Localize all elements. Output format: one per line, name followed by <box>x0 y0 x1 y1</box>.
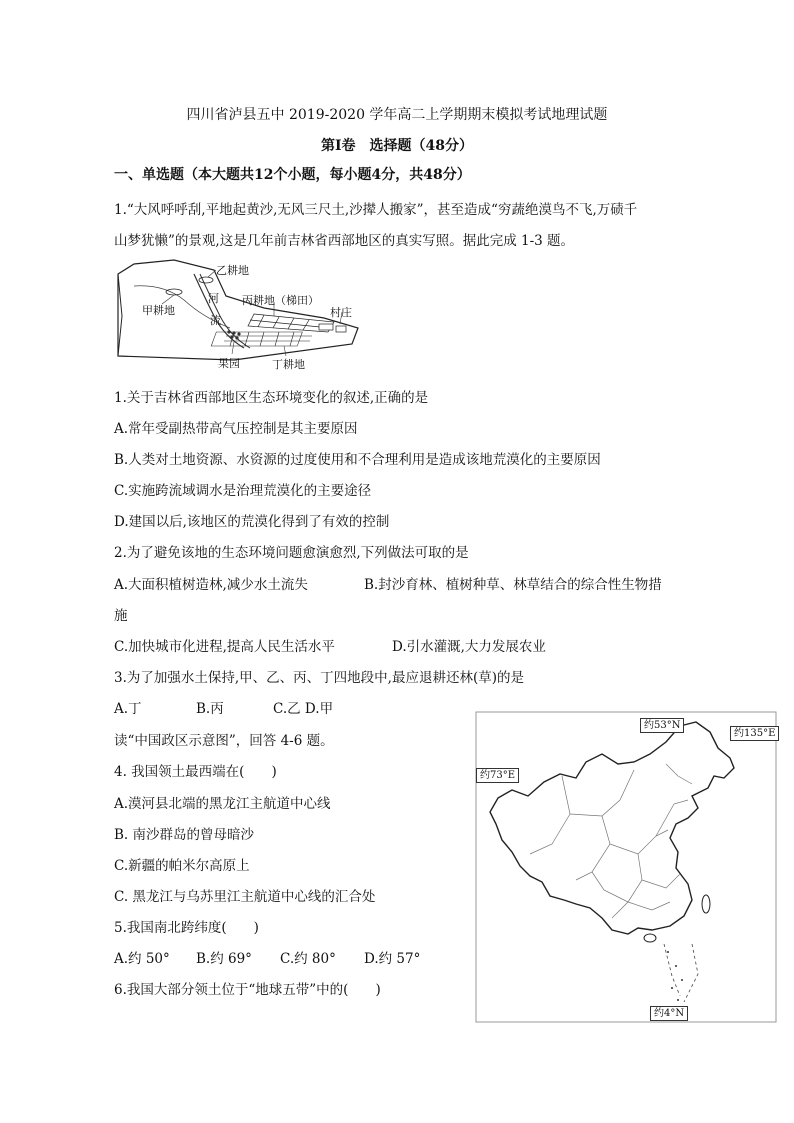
label-jia: 甲耕地 <box>142 304 175 317</box>
q3-stem: 3.为了加强水土保持,甲、乙、丙、丁四地段中,最应退耕还林(草)的是 <box>114 670 524 686</box>
q4-option-c: C.新疆的帕米尔高原上 <box>114 858 250 874</box>
label-73e: 约73°E <box>476 768 519 783</box>
intro-line-2: 山梦犹懒”的景观,这是几年前吉林省西部地区的真实写照。据此完成 1-3 题。 <box>114 233 575 249</box>
label-yi: 乙耕地 <box>216 264 249 277</box>
q6-stem: 6.我国大部分领土位于“地球五带”中的( ) <box>114 982 381 998</box>
q2-option-b: B.封沙育林、植树种草、林草结合的综合性生物措 <box>364 577 662 593</box>
q5-option-a: A.约 50° <box>114 951 170 967</box>
label-4n: 约4°N <box>650 1006 688 1021</box>
label-135e: 约135°E <box>730 726 779 741</box>
q1-option-b: B.人类对土地资源、水资源的过度使用和不合理利用是造成该地荒漠化的主要原因 <box>114 452 601 468</box>
q1-option-a: A.常年受副热带高气压控制是其主要原因 <box>114 421 358 437</box>
paper-title: 四川省泸县五中 2019-2020 学年高二上学期期末模拟考试地理试题 <box>186 107 608 123</box>
q5-option-d: D.约 57° <box>364 951 421 967</box>
q4-option-b: B. 南沙群岛的曾母暗沙 <box>114 827 255 843</box>
q2-option-c: C.加快城市化进程,提高人民生活水平 <box>114 639 335 655</box>
label-53n: 约53°N <box>640 718 684 733</box>
china-map <box>452 704 780 1026</box>
q5-option-c: C.约 80° <box>280 951 336 967</box>
q1-option-d: D.建国以后,该地区的荒漠化得到了有效的控制 <box>114 514 390 530</box>
q2-option-b-cont: 施 <box>114 608 128 624</box>
q5-stem: 5.我国南北跨纬度( ) <box>114 920 259 936</box>
china-map-figure <box>452 704 780 1026</box>
q4-stem: 4. 我国领土最西端在( ) <box>114 764 277 780</box>
q5-option-b: B.约 69° <box>196 951 252 967</box>
label-bing: 丙耕地（梯田） <box>242 294 319 307</box>
q3-option-b: B.丙 <box>196 701 224 717</box>
label-he: 河 <box>208 292 219 305</box>
section-heading: 一、单选题（本大题共12个小题，每小题4分，共48分） <box>114 167 471 183</box>
q3-option-cd: C.乙 D.甲 <box>273 701 334 717</box>
q4-option-d: C. 黑龙江与乌苏里江主航道中心线的汇合处 <box>114 889 376 905</box>
q1-option-c: C.实施跨流域调水是治理荒漠化的主要途径 <box>114 483 372 499</box>
q1-stem: 1.关于吉林省西部地区生态环境变化的叙述,正确的是 <box>114 390 429 406</box>
terrain-figure <box>114 256 366 372</box>
q4-option-a: A.漠河县北端的黑龙江主航道中心线 <box>114 796 331 812</box>
q3-option-a: A.丁 <box>114 701 142 717</box>
part-title: 第Ⅰ卷 选择题（48分） <box>320 138 474 154</box>
label-guoyuan: 果园 <box>218 357 240 370</box>
label-liu: 流 <box>210 314 221 327</box>
q2-stem: 2.为了避免该地的生态环境问题愈演愈烈,下列做法可取的是 <box>114 545 469 561</box>
q2-option-a: A.大面积植树造林,减少水土流失 <box>114 577 308 593</box>
label-ding: 丁耕地 <box>272 358 305 371</box>
intro-line-1: 1.“大风呼呼刮,平地起黄沙,无风三尺土,沙撵人搬家”，甚至造成“穷蔬绝漠鸟不飞,万碛千 <box>114 202 638 218</box>
label-cunzhuang: 村庄 <box>330 306 352 319</box>
q2-option-d: D.引水灌溉,大力发展农业 <box>392 639 546 655</box>
intro-2: 读“中国政区示意图”，回答 4-6 题。 <box>114 733 334 749</box>
